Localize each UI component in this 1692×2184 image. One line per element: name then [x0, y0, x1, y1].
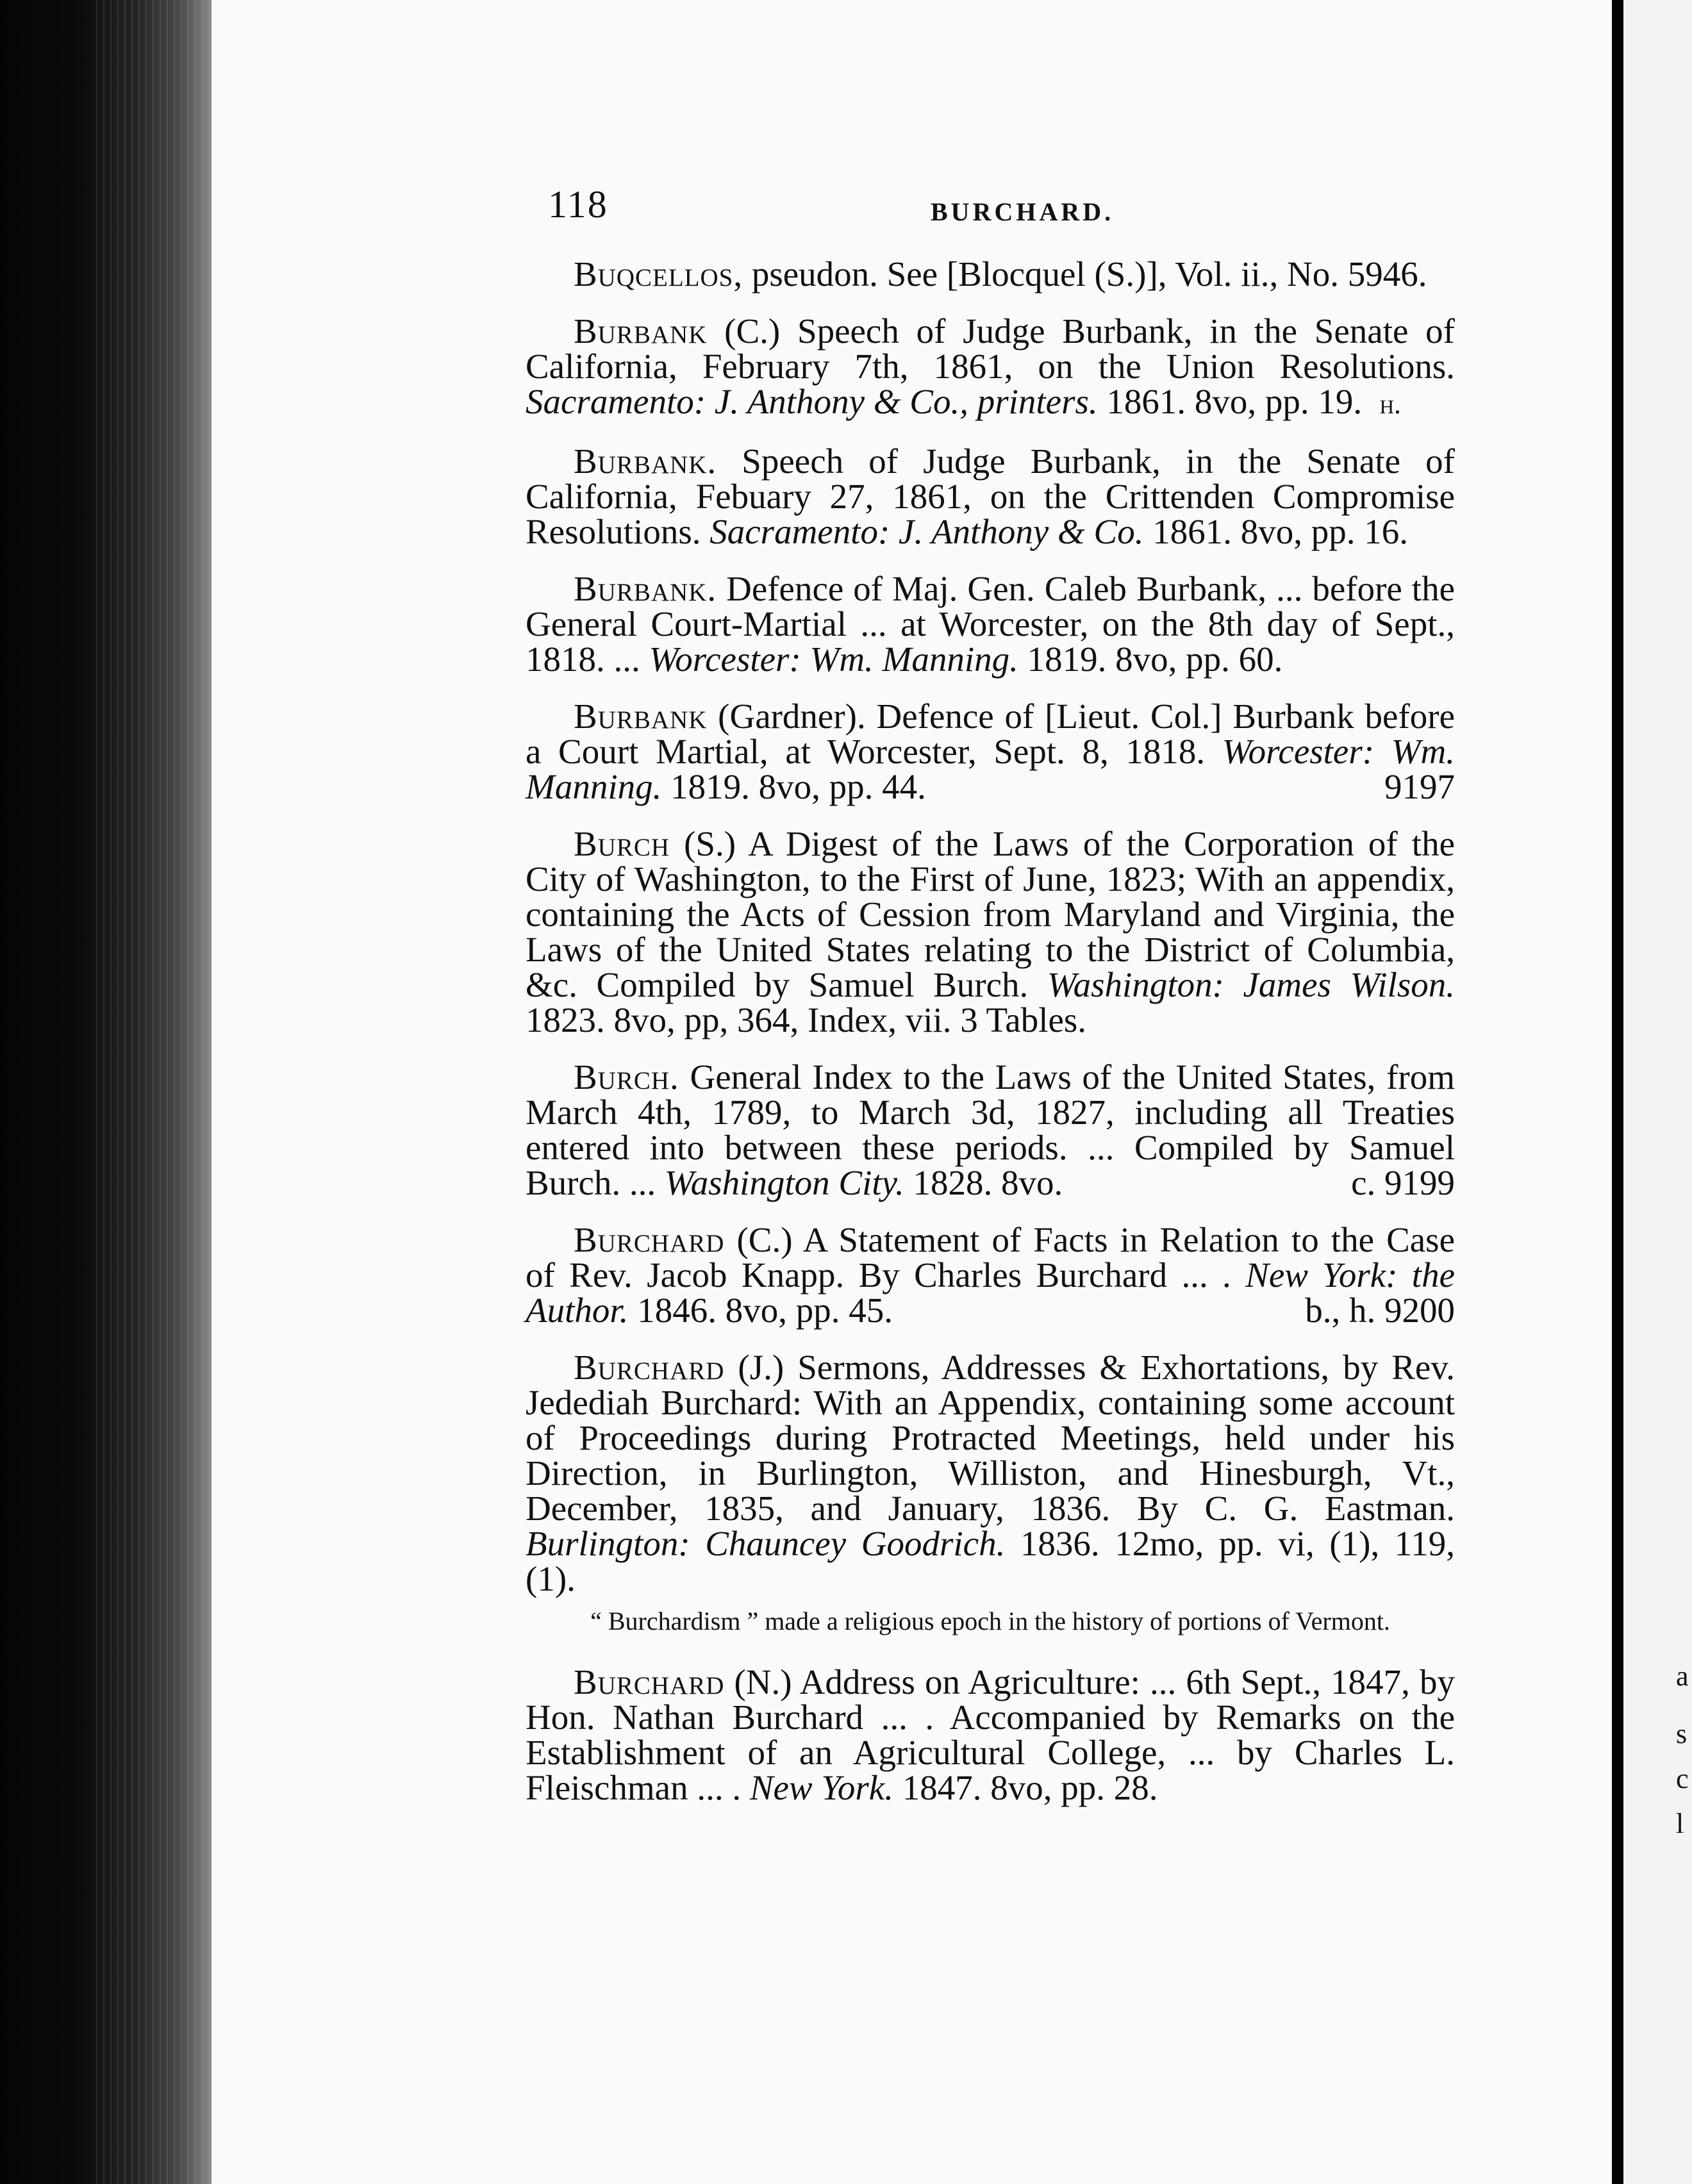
facing-page-glyph: c	[1676, 1763, 1689, 1794]
entry-name: Burchard	[574, 1662, 725, 1701]
facing-page-glyph: a	[1676, 1660, 1689, 1692]
entry-body: (N.) Address on Agriculture: ... 6th Sept., 1847, by Hon. Nathan Burchard ... . Accompanied by Remarks on the Establishment of an Agricultural College, ... by Charles L. Fleischman ... .	[526, 1662, 1455, 1807]
entry-body: (S.) A Digest of the Laws of the Corporation of the City of Washington, to the First of June, 1823; With an appendix, containing the Acts of Cession from Maryland and Virginia, the Laws of the United States relating to the District of Columbia, &c. Compiled by Samuel Burch.	[526, 824, 1455, 1004]
entry-body: pseudon. See [Blocquel (S.)], Vol. ii., No. 5946.	[743, 254, 1427, 294]
entry-body: (Gardner). Defence of [Lieut. Col.] Burbank before a Court Martial, at Worcester, Sept. 8, 1818.	[526, 697, 1455, 771]
entry-tail: 1819. 8vo, pp. 60.	[1018, 640, 1283, 679]
entry-imprint: Sacramento: J. Anthony & Co.	[709, 512, 1144, 551]
entry-name: Burbank	[574, 697, 708, 736]
facing-page-glyph: l	[1676, 1808, 1684, 1839]
entry-name: Burbank.	[574, 442, 717, 481]
entry-name: Burbank.	[574, 569, 717, 608]
page-title: BURCHARD.	[931, 197, 1115, 226]
entry-number: c. 9199	[1351, 1163, 1455, 1202]
bibliography-entry	[526, 1059, 1455, 1200]
bibliography-entry	[526, 1664, 1455, 1805]
entry-tail: 1828. 8vo.	[904, 1163, 1063, 1202]
entry-tail: 1847. 8vo, pp. 28.	[893, 1768, 1158, 1807]
entry-tail: 1846. 8vo, pp. 45.	[628, 1291, 893, 1330]
entry-name: Burch	[574, 824, 670, 863]
entry-imprint: New York.	[749, 1768, 893, 1807]
entry-holding: h.	[1379, 388, 1402, 420]
entry-body: (C.) Speech of Judge Burbank, in the Senate of California, February 7th, 1861, on the Union Resolutions.	[526, 311, 1455, 386]
entry-body: (J.) Sermons, Addresses & Exhortations, by Rev. Jedediah Burchard: With an Appendix, containing some account of Proceedings during Protracted Meetings, held under his Direction, in Burlington, Williston, and Hinesburgh, Vt., December, 1835, and January, 1836. By C. G. Eastman.	[526, 1348, 1455, 1528]
entry-number: b., h. 9200	[1305, 1291, 1455, 1330]
entry-tail: 1836. 12mo, pp. vi, (1), 119, (1).	[526, 1524, 1455, 1598]
bibliography-entry	[526, 313, 1455, 422]
entry-name: Burchard	[574, 1220, 725, 1259]
bibliography-entry	[526, 826, 1455, 1038]
facing-page-glyph: s	[1676, 1718, 1688, 1750]
entry-imprint: Worcester: Wm. Manning.	[649, 640, 1018, 679]
entry-imprint: New York: the Author.	[526, 1255, 1455, 1330]
entry-name: Burch.	[574, 1057, 679, 1096]
page-number: 118	[548, 183, 608, 226]
entry-body: Defence of Maj. Gen. Caleb Burbank, ... before the General Court-Martial ... at Worcester, on the 8th day of Sept., 1818. ...	[526, 569, 1455, 679]
entry-tail: 1823. 8vo, pp, 364, Index, vii. 3 Tables.	[526, 1000, 1087, 1039]
bibliography-entry	[526, 1222, 1455, 1328]
entry-imprint: Sacramento: J. Anthony & Co., printers.	[526, 382, 1098, 421]
entry-name: Burchard	[574, 1348, 725, 1387]
facing-page-edge	[1622, 0, 1692, 2184]
bibliography-entry	[526, 699, 1455, 804]
entry-body: General Index to the Laws of the United States, from March 4th, 1789, to March 3d, 1827, including all Treaties entered into between these periods. ... Compiled by Samuel Burch. ...	[526, 1057, 1455, 1202]
entry-number: 9197	[1384, 767, 1455, 806]
entry-imprint: Burlington: Chauncey Goodrich.	[526, 1524, 1006, 1563]
page-edges	[96, 0, 224, 2184]
entry-tail: 1819. 8vo, pp. 44.	[661, 767, 926, 806]
entry-body: (C.) A Statement of Facts in Relation to the Case of Rev. Jacob Knapp. By Charles Burchard ... .	[526, 1220, 1455, 1295]
entry-note: “ Burchardism ” made a religious epoch in the history of portions of Vermont.	[590, 1607, 1390, 1635]
entry-imprint: Washington: James Wilson.	[1047, 965, 1456, 1004]
running-head	[548, 183, 1445, 228]
entry-tail: 1861. 8vo, pp. 19.	[1097, 382, 1363, 421]
entry-name: Burbank	[574, 311, 708, 351]
bibliography-entry	[526, 256, 1455, 292]
bibliography-entry	[526, 443, 1455, 549]
entry-name: Buqcellos,	[574, 254, 743, 294]
entry-imprint: Washington City.	[664, 1163, 904, 1202]
entry-body: Speech of Judge Burbank, in the Senate of California, Febuary 27, 1861, on the Crittenden Compromise Resolutions.	[526, 442, 1455, 551]
facing-page-shadow	[1612, 0, 1623, 2184]
bibliography-entries	[526, 256, 1455, 1827]
bibliography-entry	[526, 571, 1455, 677]
entry-imprint: Worcester: Wm. Manning.	[526, 732, 1455, 806]
bibliography-entry	[526, 1350, 1455, 1596]
entry-tail: 1861. 8vo, pp. 16.	[1143, 512, 1408, 551]
